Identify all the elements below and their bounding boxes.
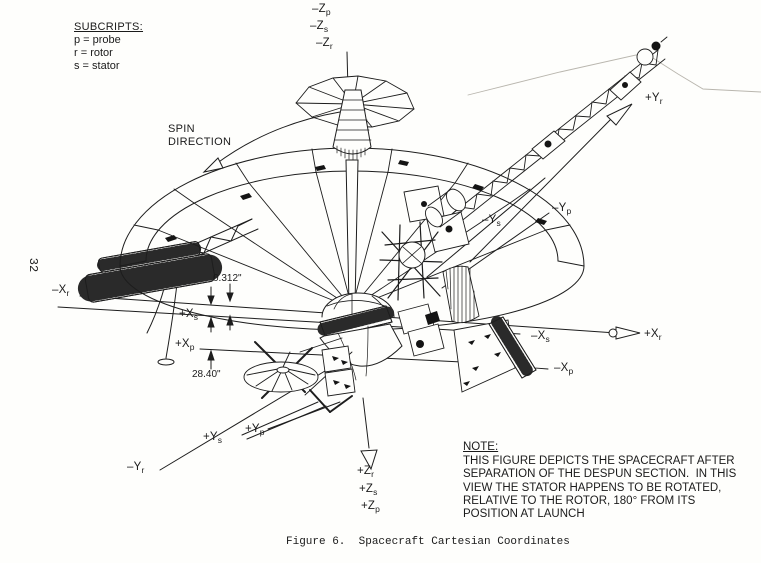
axis-label-plus-y-rotor: $+Y_r$	[645, 92, 663, 106]
magnetometer-boom	[452, 37, 667, 223]
axis-label-minus-x-rotor: $-X_r$	[52, 284, 70, 298]
axis-label-plus-x-probe: $+X_p$	[175, 338, 195, 352]
axis-label-minus-x-stator: $-X_s$	[531, 330, 550, 344]
page-number: 32	[26, 257, 41, 273]
antenna-mast	[296, 76, 414, 313]
thruster-cluster	[398, 304, 444, 356]
axis-label-minus-x-probe: $-X_p$	[554, 362, 574, 376]
relay-antenna	[244, 338, 355, 412]
shade-panel	[454, 317, 536, 392]
legend-item-rotor: r = rotor	[74, 47, 113, 59]
axis-label-minus-z-stator: $-Z_s$	[310, 20, 329, 34]
dimension-markers	[208, 284, 233, 369]
axis-label-plus-z-rotor: $+Z_r$	[357, 465, 375, 479]
thermal-sail	[443, 266, 479, 323]
note-title: NOTE:	[463, 441, 499, 453]
axis-label-plus-z-stator: $+Z_s$	[359, 483, 378, 497]
axis-label-plus-x-rotor: $+X_r$	[644, 328, 662, 342]
figure-caption: Figure 6. Spacecraft Cartesian Coordinates	[286, 536, 570, 548]
subscripts-legend	[74, 21, 143, 73]
axis-label-plus-y-stator: $+Y_s$	[203, 431, 223, 445]
axis-label-plus-z-probe: $+Z_p$	[361, 500, 381, 514]
axis-label-plus-x-stator: $+X_s$	[179, 308, 199, 322]
dimension-gap-value: 0.312"	[213, 273, 242, 284]
legend-item-probe: p = probe	[74, 34, 121, 46]
note-block: NOTE: THIS FIGURE DEPICTS THE SPACECRAFT AFTER SEPARATION OF THE DESPUN SECTION. IN THIS VIEW THE STATOR HAPPENS TO BE ROTATED, RELATIVE TO THE ROTOR, 180° FROM ITS POSITION AT LAUNCH	[463, 441, 737, 521]
legend-title: SUBCRIPTS:	[74, 21, 144, 33]
axis-label-plus-y-probe: $+Y_p$	[245, 423, 265, 437]
axis-label-minus-y-stator: $-Y_s$	[482, 214, 501, 228]
axis-arrowheads	[361, 104, 640, 469]
axis-label-minus-z-probe: $-Z_p$	[312, 3, 331, 17]
axis-label-minus-y-rotor: $-Y_r$	[127, 461, 145, 475]
axis-label-minus-z-rotor: $-Z_r$	[316, 37, 333, 51]
axis-label-minus-y-probe: $-Y_p$	[552, 202, 572, 216]
rtg-cylinder	[82, 239, 215, 303]
spin-direction-label: SPIN DIRECTION	[168, 123, 232, 148]
dimension-offset-value: 28.40"	[192, 369, 221, 380]
legend-item-stator: s = stator	[74, 60, 120, 72]
